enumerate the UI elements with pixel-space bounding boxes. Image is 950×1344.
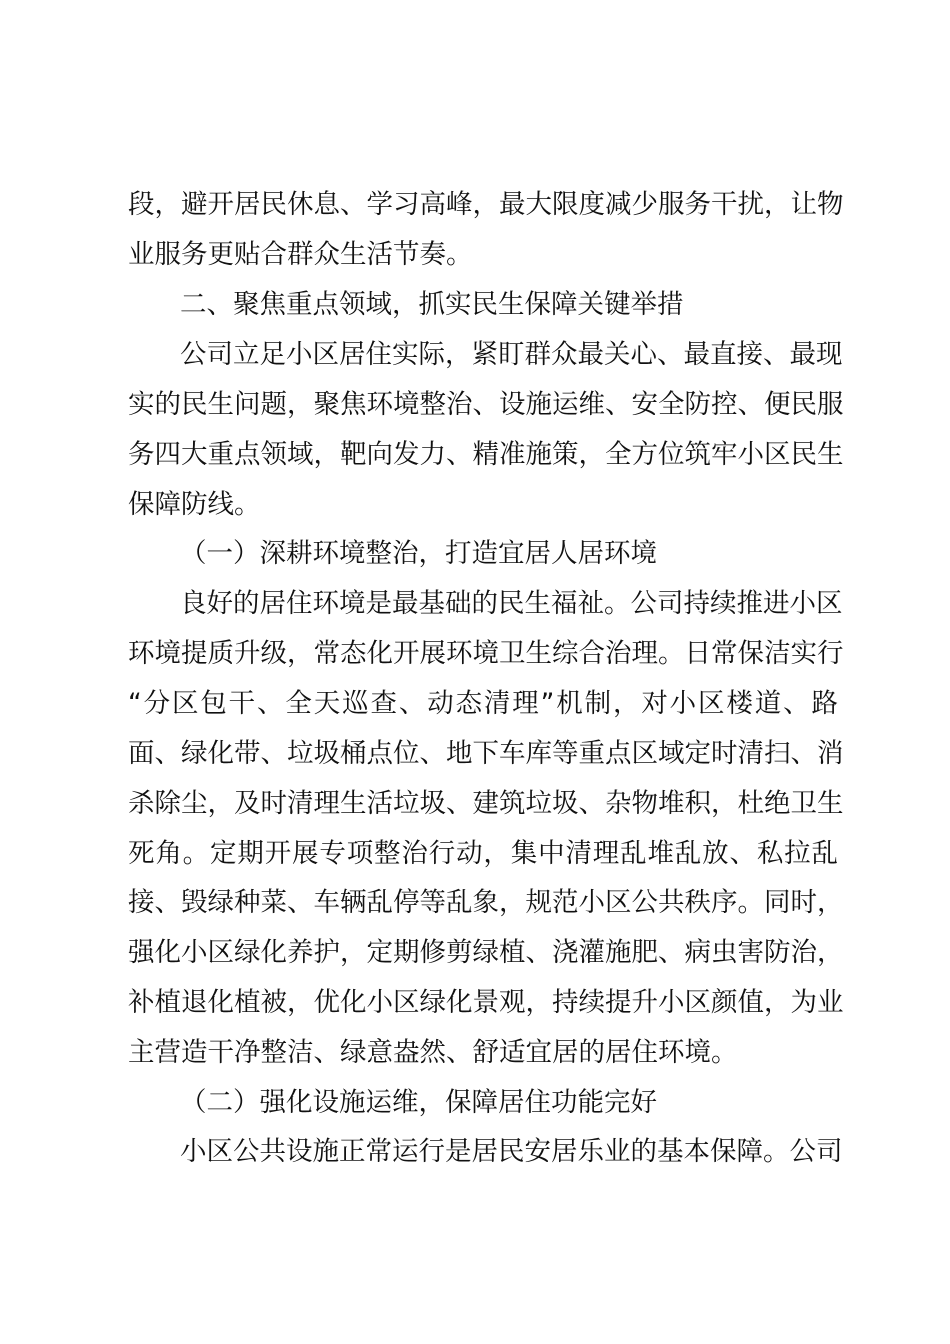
body-text-line: 接、毁绿种菜、车辆乱停等乱象，规范小区公共秩序。同时， xyxy=(128,887,844,918)
body-text-line: 死角。定期开展专项整治行动，集中清理乱堆乱放、私拉乱 xyxy=(128,838,838,869)
body-text-line: 杀除尘，及时清理生活垃圾、建筑垃圾、杂物堆积，杜绝卫生 xyxy=(128,788,844,819)
subsection-heading: （一）深耕环境整治，打造宜居人居环境 xyxy=(180,538,657,569)
body-text-line: 段，避开居民休息、学习高峰，最大限度减少服务干扰，让物 xyxy=(128,189,844,220)
body-text-line: 面、绿化带、垃圾桶点位、地下车库等重点区域定时清扫、消 xyxy=(128,738,844,769)
body-text-line: 实的民生问题，聚焦环境整治、设施运维、安全防控、便民服 xyxy=(128,389,844,420)
body-text-line: 业服务更贴合群众生活节奏。 xyxy=(128,239,473,270)
body-text-line: 良好的居住环境是最基础的民生福祉。公司持续推进小区 xyxy=(180,588,843,619)
body-text-line: 强化小区绿化养护，定期修剪绿植、浇灌施肥、病虫害防治， xyxy=(128,937,844,968)
body-text-line: 主营造干净整洁、绿意盎然、舒适宜居的居住环境。 xyxy=(128,1037,738,1068)
subsection-heading: （二）强化设施运维，保障居住功能完好 xyxy=(180,1087,657,1118)
body-text-line: 小区公共设施正常运行是居民安居乐业的基本保障。公司 xyxy=(180,1136,843,1167)
body-text-line: 环境提质升级，常态化开展环境卫生综合治理。日常保洁实行 xyxy=(128,638,844,669)
body-text-line: 补植退化植被，优化小区绿化景观，持续提升小区颜值，为业 xyxy=(128,987,844,1018)
section-heading: 二、聚焦重点领域，抓实民生保障关键举措 xyxy=(180,289,684,320)
body-text-line: 公司立足小区居住实际，紧盯群众最关心、最直接、最现 xyxy=(180,339,843,370)
body-text-line: “分区包干、全天巡查、动态清理”机制，对小区楼道、路 xyxy=(128,688,838,719)
body-text-line: 务四大重点领域，靶向发力、精准施策，全方位筑牢小区民生 xyxy=(128,439,844,470)
body-text-line: 保障防线。 xyxy=(128,489,261,520)
